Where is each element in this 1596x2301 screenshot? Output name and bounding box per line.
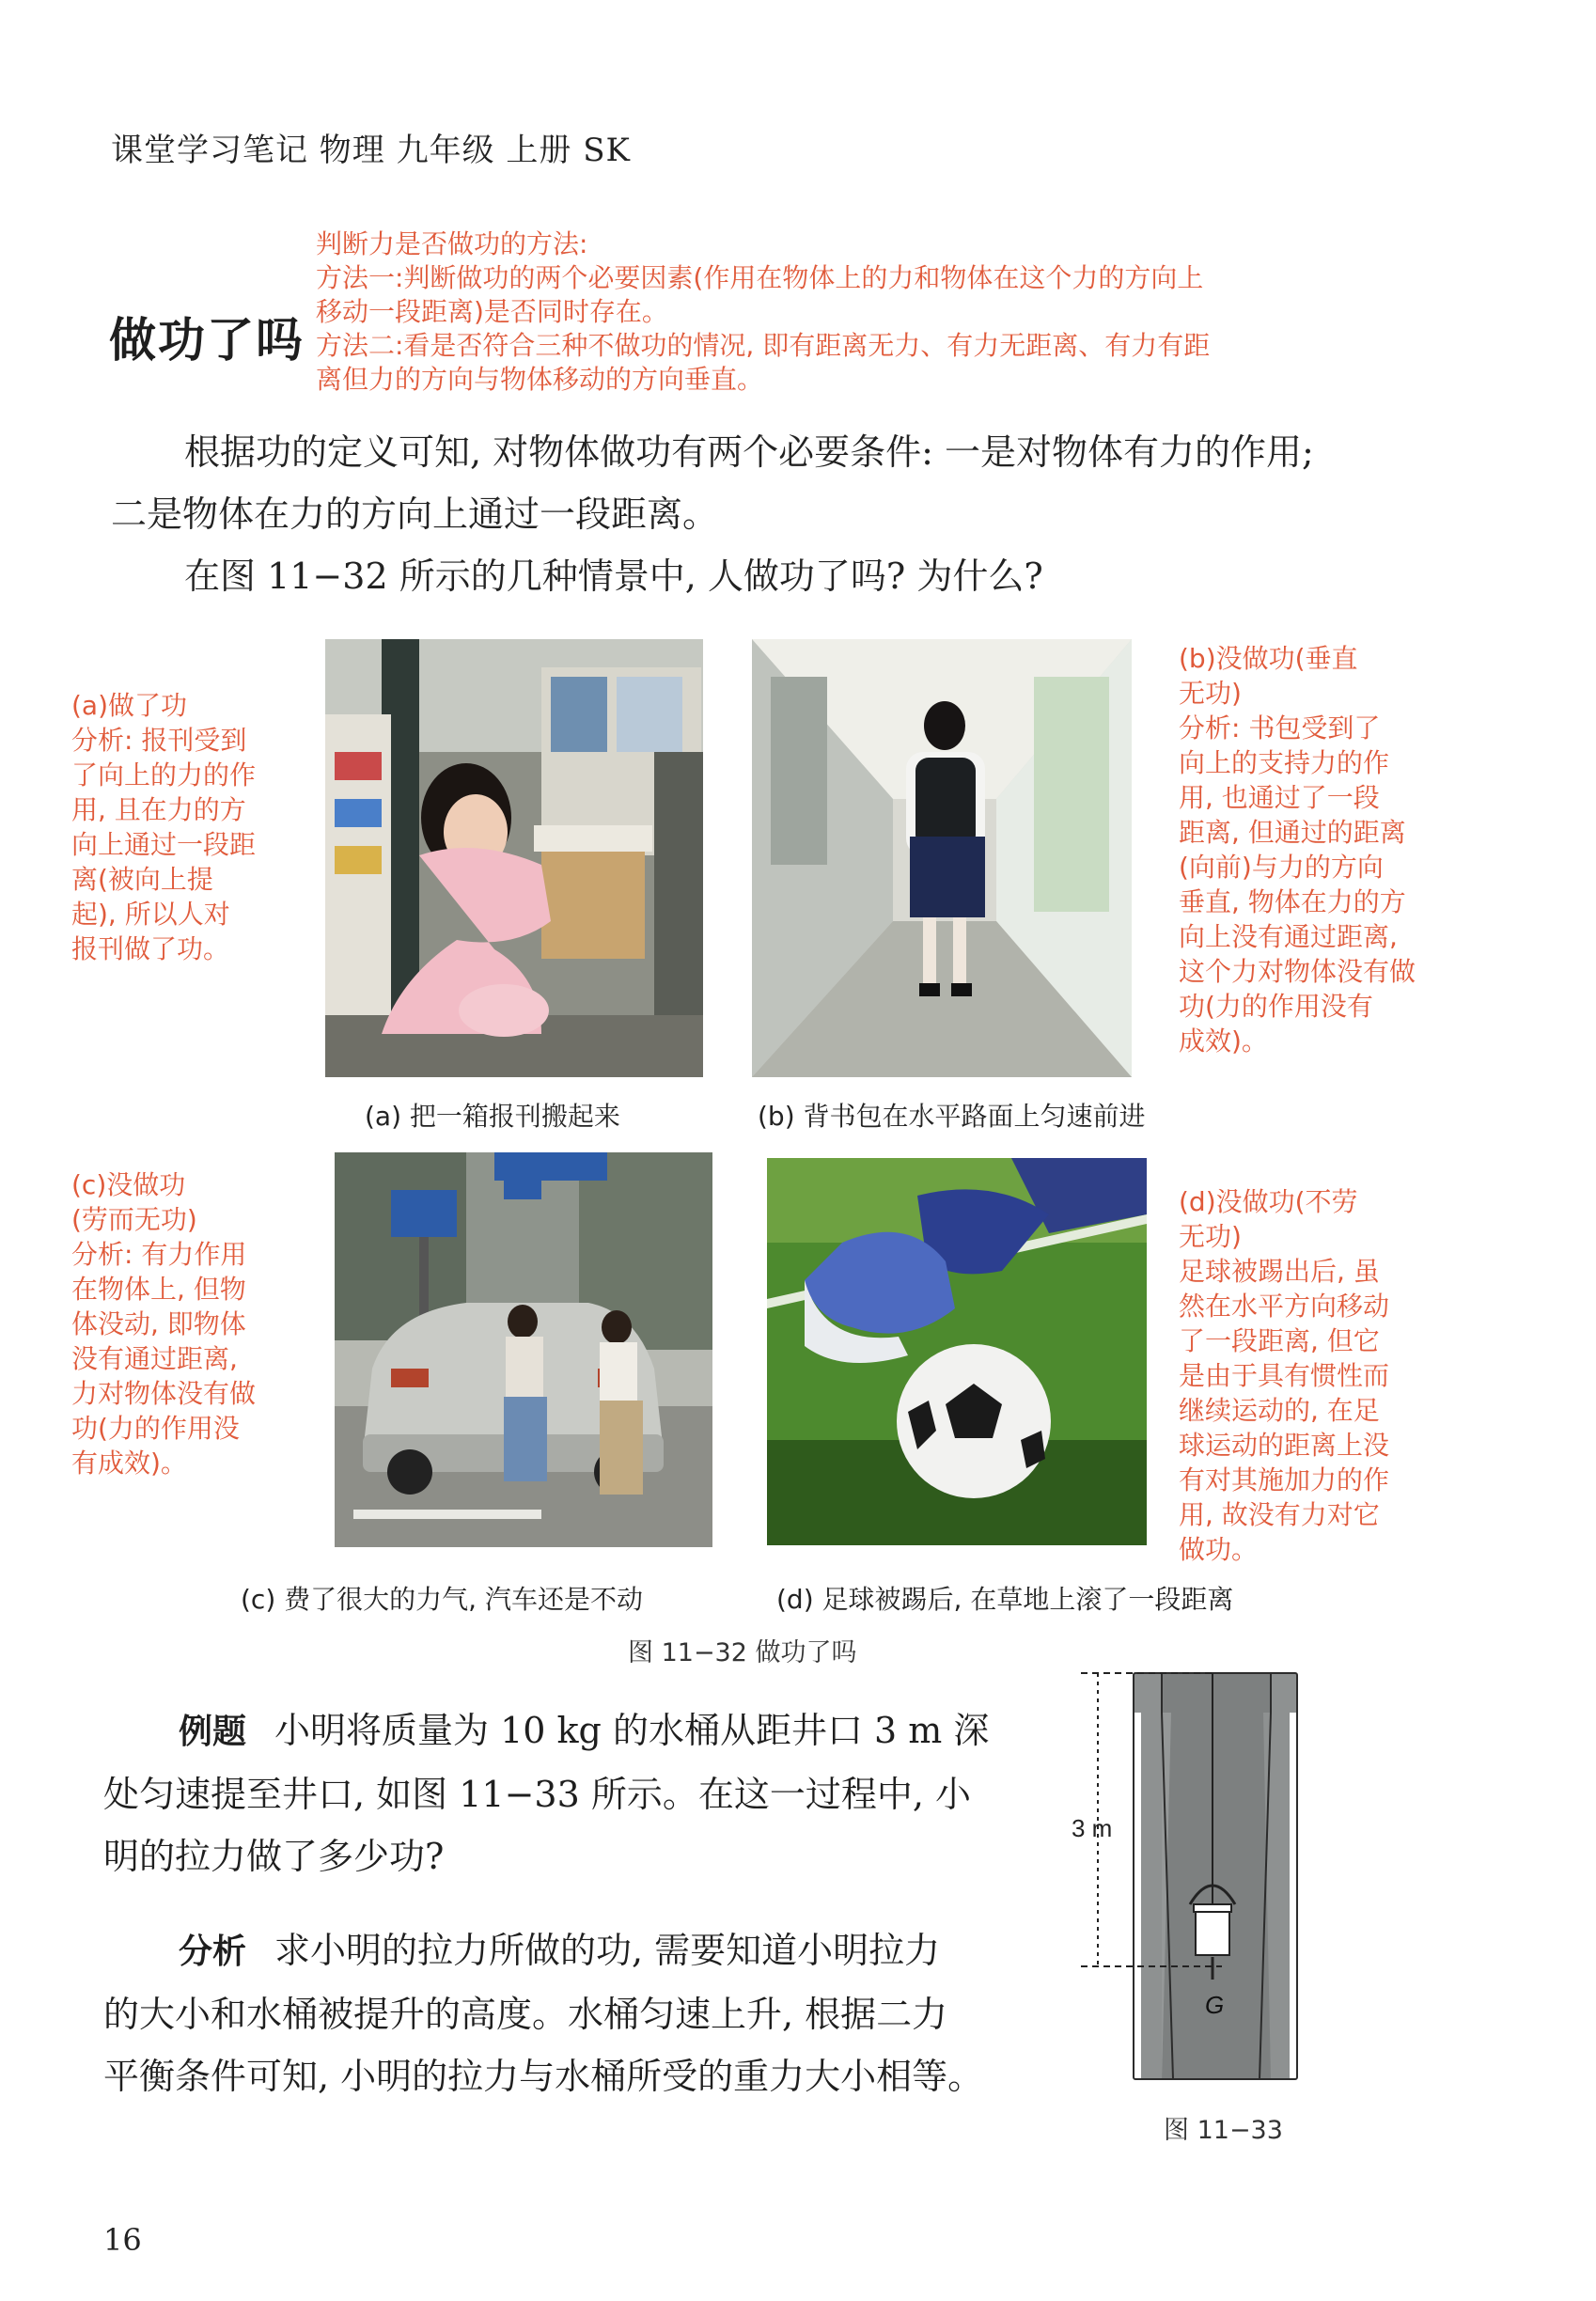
analysis-line: 的大小和水桶被提升的高度。水桶匀速上升, 根据二力 (103, 1994, 948, 2035)
note-line: 没有通过距离, (71, 1343, 238, 1374)
note-line: 分析: 有力作用 (71, 1239, 247, 1270)
example-keyword: 例题 (179, 1713, 247, 1751)
note-line: 离但力的方向与物体移动的方向垂直。 (316, 364, 764, 395)
note-line: 是由于具有惯性而 (1179, 1360, 1390, 1391)
example-line: 明的拉力做了多少功? (103, 1836, 445, 1877)
note-line: 有成效)。 (71, 1448, 187, 1479)
note-line: 继续运动的, 在足 (1179, 1395, 1380, 1426)
paragraph-definition (111, 421, 1417, 545)
caption-d: (d) 足球被踢后, 在草地上滚了一段距离 (776, 1584, 1234, 1615)
photo-a-lifting-newspapers (325, 639, 703, 1077)
note-line: (d)没做功(不劳 (1179, 1186, 1358, 1217)
handwritten-note-method (316, 227, 1425, 397)
note-line: 分析: 书包受到了 (1179, 712, 1381, 744)
note-line: 有对其施加力的作 (1179, 1464, 1390, 1495)
analysis-text: 求小明的拉力所做的功, 需要知道小明拉力 (274, 1930, 941, 1971)
note-line: 向上通过一段距 (71, 829, 257, 860)
section-title: 做功了吗 (109, 313, 305, 368)
note-line: 这个力对物体没有做 (1179, 956, 1416, 987)
note-line: 功(力的作用没有 (1179, 991, 1373, 1022)
note-line: 力对物体没有做 (71, 1378, 257, 1409)
note-line: 离(被向上提 (71, 864, 213, 895)
paragraph-line: 根据功的定义可知, 对物体做功有两个必要条件: 一是对物体有力的作用; (184, 431, 1314, 473)
note-line: 了一段距离, 但它 (1179, 1325, 1380, 1356)
figure-11-33-well (1072, 1658, 1307, 2081)
note-line: 体没动, 即物体 (71, 1308, 246, 1339)
page-header: 课堂学习笔记 物理 九年级 上册 SK (111, 132, 631, 169)
note-line: 然在水平方向移动 (1179, 1291, 1390, 1322)
note-line: 用, 也通过了一段 (1179, 782, 1380, 813)
note-line: 成效)。 (1179, 1025, 1268, 1057)
note-line: 做功。 (1179, 1534, 1259, 1565)
example-block (103, 1699, 1034, 1887)
figure-11-32-caption: 图 11−32 做功了吗 (628, 1638, 857, 1667)
note-line: (b)没做功(垂直 (1179, 643, 1358, 674)
force-label: G (1205, 1991, 1225, 2019)
note-line: (c)没做功 (71, 1169, 186, 1200)
analysis-line (103, 1919, 1034, 1983)
note-line: (劳而无功) (71, 1204, 197, 1235)
photo-c-pushing-car (335, 1152, 712, 1547)
photo-d-kicking-ball (767, 1158, 1147, 1545)
note-line: 用, 故没有力对它 (1179, 1499, 1380, 1530)
note-line: 分析: 报刊受到 (71, 725, 247, 756)
note-line: 向上没有通过距离, (1179, 921, 1398, 952)
note-line: 向上的支持力的作 (1179, 747, 1390, 778)
note-panel-b (1179, 641, 1451, 1058)
note-line: (向前)与力的方向 (1179, 852, 1384, 883)
note-line: 方法二:看是否符合三种不做功的情况, 即有距离无力、有力无距离、有力有距 (316, 330, 1211, 361)
caption-b: (b) 背书包在水平路面上匀速前进 (758, 1101, 1146, 1132)
figure-11-33-caption: 图 11−33 (1164, 2116, 1283, 2145)
paragraph-line: 二是物体在力的方向上通过一段距离。 (111, 493, 719, 535)
note-panel-d (1179, 1184, 1451, 1567)
note-line: 垂直, 物体在力的方 (1179, 886, 1406, 917)
analysis-block (103, 1919, 1034, 2107)
note-line: 在物体上, 但物 (71, 1274, 246, 1305)
analysis-keyword: 分析 (179, 1933, 247, 1971)
note-line: 报刊做了功。 (71, 933, 230, 964)
note-line: 无功) (1179, 678, 1242, 709)
example-text: 小明将质量为 10 kg 的水桶从距井口 3 m 深 (274, 1710, 990, 1751)
note-line: 球运动的距离上没 (1179, 1430, 1390, 1461)
note-line: 功(力的作用没 (71, 1413, 240, 1444)
note-line: 判断力是否做功的方法: (316, 228, 588, 259)
note-panel-c (71, 1167, 306, 1480)
example-line: 处匀速提至井口, 如图 11−33 所示。在这一过程中, 小 (103, 1774, 972, 1815)
analysis-line: 平衡条件可知, 小明的拉力与水桶所受的重力大小相等。 (103, 2056, 984, 2097)
caption-a: (a) 把一箱报刊搬起来 (365, 1101, 620, 1132)
note-line: 无功) (1179, 1221, 1242, 1252)
page-number: 16 (103, 2222, 142, 2258)
note-line: 用, 且在力的方 (71, 794, 246, 825)
note-panel-a (71, 688, 306, 966)
note-line: 了向上的力的作 (71, 759, 257, 790)
note-line: 起), 所以人对 (71, 899, 230, 930)
paragraph-question: 在图 11−32 所示的几种情景中, 人做功了吗? 为什么? (184, 556, 1043, 597)
photo-b-walking-with-backpack (752, 639, 1132, 1077)
note-line: 方法一:判断做功的两个必要因素(作用在物体上的力和物体在这个力的方向上 (316, 262, 1204, 293)
note-line: 足球被踢出后, 虽 (1179, 1256, 1380, 1287)
note-line: (a)做了功 (71, 690, 188, 721)
example-line (103, 1699, 1034, 1763)
note-line: 移动一段距离)是否同时存在。 (316, 296, 668, 327)
caption-c: (c) 费了很大的力气, 汽车还是不动 (241, 1584, 643, 1615)
note-line: 距离, 但通过的距离 (1179, 817, 1406, 848)
depth-label: 3 m (1072, 1814, 1113, 1842)
